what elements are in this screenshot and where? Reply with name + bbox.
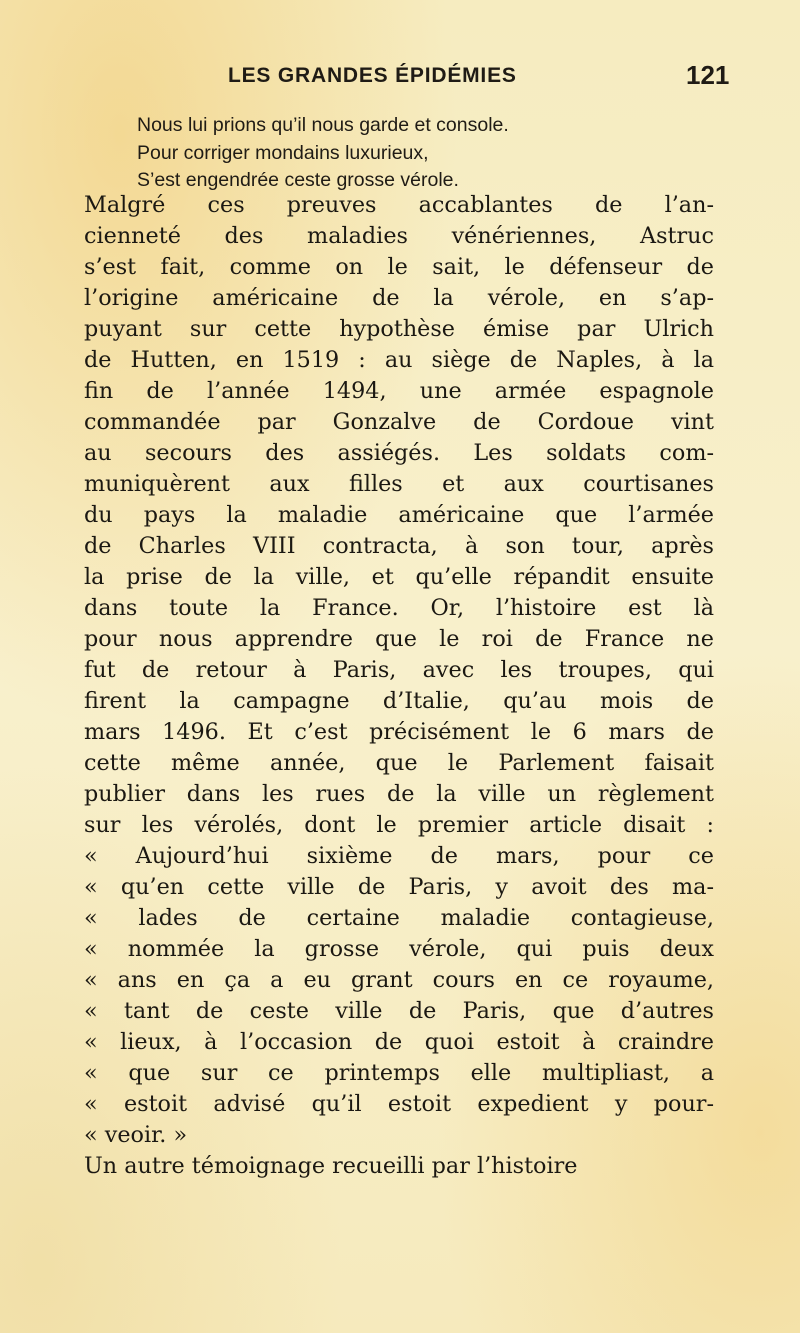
text-line: commandée par Gonzalve de Cordoue vint (84, 409, 714, 435)
text-line: de Charles VIII contracta, à son tour, après (84, 533, 714, 559)
text-line: « que sur ce printemps elle multipliast, a (84, 1060, 714, 1086)
body-text (84, 190, 714, 1182)
text-line: « Aujourd’hui sixième de mars, pour ce (84, 843, 714, 869)
text-line: Un autre témoignage recueilli par l’histoire (84, 1153, 578, 1179)
text-line: « estoit advisé qu’il estoit expedient y pour- (84, 1091, 714, 1117)
verse-line: Nous lui prions qu’il nous garde et console. (137, 114, 509, 136)
text-line: pour nous apprendre que le roi de France ne (84, 626, 714, 652)
text-line: « lieux, à l’occasion de quoi estoit à craindre (84, 1029, 714, 1055)
text-line: cette même année, que le Parlement faisait (84, 750, 714, 776)
text-line: cienneté des maladies vénériennes, Astruc (84, 223, 714, 249)
text-line: muniquèrent aux filles et aux courtisanes (84, 471, 714, 497)
text-line: dans toute la France. Or, l’histoire est là (84, 595, 714, 621)
verse-line: Pour corriger mondains luxurieux, (137, 141, 429, 164)
page-number: 121 (686, 60, 730, 90)
text-line: l’origine américaine de la vérole, en s’ap- (84, 285, 714, 311)
verse-line: S’est engendrée ceste grosse vérole. (137, 169, 459, 191)
text-line: « nommée la grosse vérole, qui puis deux (84, 936, 714, 962)
text-line: Malgré ces preuves accablantes de l’an- (84, 192, 714, 218)
text-line: fut de retour à Paris, avec les troupes, qui (84, 657, 714, 683)
text-line: au secours des assiégés. Les soldats com- (84, 440, 714, 466)
text-line: fin de l’année 1494, une armée espagnole (84, 378, 714, 404)
text-line: « lades de certaine maladie contagieuse, (84, 905, 714, 931)
text-line: « veoir. » (84, 1122, 188, 1148)
text-line: sur les vérolés, dont le premier article disait : (84, 812, 714, 838)
text-line: « ans en ça a eu grant cours en ce royaume, (84, 967, 714, 993)
running-head (0, 60, 800, 100)
text-line: de Hutten, en 1519 : au siège de Naples, à la (84, 347, 714, 373)
text-line: puyant sur cette hypothèse émise par Ulrich (84, 316, 714, 342)
text-line: firent la campagne d’Italie, qu’au mois de (84, 688, 714, 714)
text-line: mars 1496. Et c’est précisément le 6 mars de (84, 719, 714, 745)
text-line: du pays la maladie américaine que l’armée (84, 502, 714, 528)
verse-quotation (137, 112, 509, 195)
text-line: la prise de la ville, et qu’elle répandit ensuite (84, 564, 714, 590)
text-line: s’est fait, comme on le sait, le défenseur de (84, 254, 714, 280)
running-title: LES GRANDES ÉPIDÉMIES (228, 64, 517, 87)
text-line: publier dans les rues de la ville un règlement (84, 781, 714, 807)
text-line: « tant de ceste ville de Paris, que d’autres (84, 998, 714, 1024)
text-line: « qu’en cette ville de Paris, y avoit des ma- (84, 874, 714, 900)
